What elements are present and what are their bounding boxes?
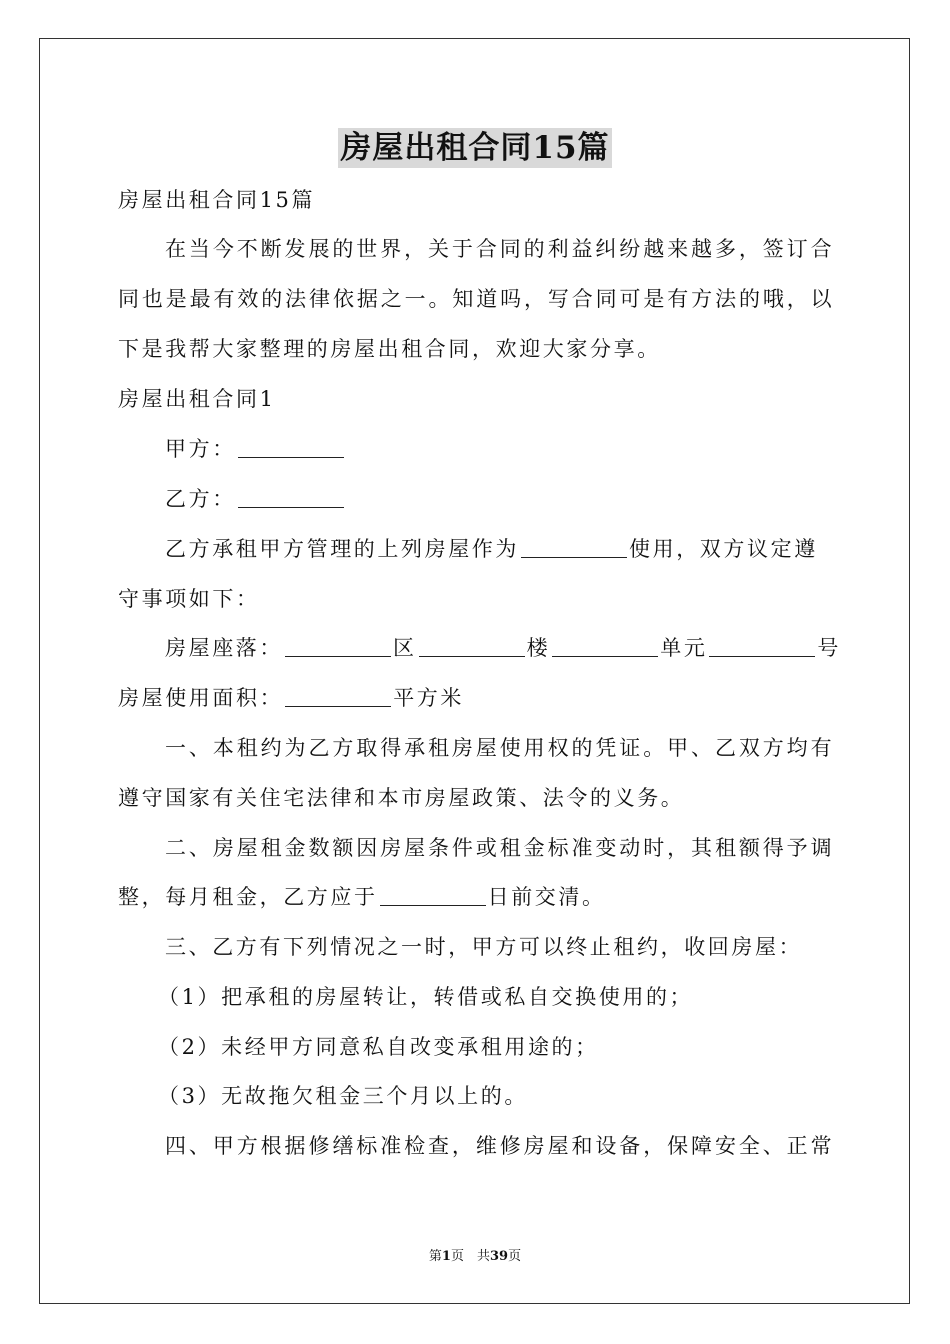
page-mid: 页 共: [450, 1249, 490, 1264]
number-blank[interactable]: [709, 636, 815, 657]
use-clause-line: [165, 534, 818, 564]
building-label: 楼: [526, 636, 551, 660]
intro-line-3: 下是我帮大家整理的房屋出租合同，欢迎大家分享。: [118, 337, 661, 361]
clause-1-line-2: 遵守国家有关住宅法律和本市房屋政策、法令的义务。: [118, 786, 685, 810]
clause-4-line-1: 四、甲方根据修缮标准检查，维修房屋和设备，保障安全、正常: [165, 1134, 834, 1158]
use-purpose-blank[interactable]: [521, 537, 627, 558]
intro-line-2: 同也是最有效的法律依据之一。知道吗，写合同可是有方法的哦，以: [118, 287, 834, 311]
number-label: 号: [817, 636, 842, 660]
use-clause-suffix: 使用，双方议定遵: [629, 537, 818, 561]
unit-blank[interactable]: [552, 636, 658, 657]
unit-label: 单元: [660, 636, 708, 660]
area-unit: 平方米: [393, 686, 465, 710]
clause-3-line: 三、乙方有下列情况之一时，甲方可以终止租约，收回房屋：: [165, 935, 803, 959]
intro-line-1: 在当今不断发展的世界，关于合同的利益纠纷越来越多，签订合: [165, 237, 834, 261]
clause-2-line-1: 二、房屋租金数额因房屋条件或租金标准变动时，其租额得予调: [165, 836, 834, 860]
party-b-line: [165, 484, 346, 514]
party-b-blank[interactable]: [238, 487, 344, 508]
use-clause-prefix: 乙方承租甲方管理的上列房屋作为: [165, 537, 519, 561]
clause-1-line-1: 一、本租约为乙方取得承租房屋使用权的凭证。甲、乙双方均有: [165, 736, 834, 760]
area-blank[interactable]: [285, 686, 391, 707]
party-a-blank[interactable]: [238, 437, 344, 458]
area-label: 房屋使用面积：: [118, 686, 284, 710]
page-current: 1: [441, 1249, 451, 1264]
document-title: 房屋出租合同15篇: [340, 130, 610, 166]
clause-3-item-2: （2）未经甲方同意私自改变承租用途的；: [158, 1035, 599, 1059]
location-label: 房屋座落：: [165, 636, 283, 660]
page-suffix: 页: [508, 1249, 522, 1264]
clause-3-item-3: （3）无故拖欠租金三个月以上的。: [158, 1084, 528, 1108]
title-container: [0, 128, 950, 168]
page-border: [39, 38, 910, 1304]
use-clause-line-2: 守事项如下：: [118, 587, 260, 611]
clause-2-line-2: [118, 882, 606, 912]
district-label: 区: [393, 636, 417, 660]
district-blank[interactable]: [285, 636, 391, 657]
building-blank[interactable]: [419, 636, 525, 657]
clause-2-prefix: 整，每月租金，乙方应于: [118, 885, 378, 909]
rent-date-blank[interactable]: [380, 885, 486, 906]
clause-2-suffix: 日前交清。: [487, 885, 606, 909]
subtitle: 房屋出租合同15篇: [118, 188, 316, 212]
area-line: [118, 683, 464, 713]
section-heading: 房屋出租合同1: [118, 387, 276, 411]
page-footer: [0, 1248, 950, 1266]
page-prefix: 第: [428, 1249, 442, 1264]
party-a-label: 甲方：: [165, 437, 236, 461]
party-b-label: 乙方：: [165, 487, 236, 511]
party-a-line: [165, 434, 346, 464]
page-total: 39: [489, 1249, 509, 1264]
clause-3-item-1: （1）把承租的房屋转让，转借或私自交换使用的；: [158, 985, 694, 1009]
location-line: [165, 633, 841, 663]
